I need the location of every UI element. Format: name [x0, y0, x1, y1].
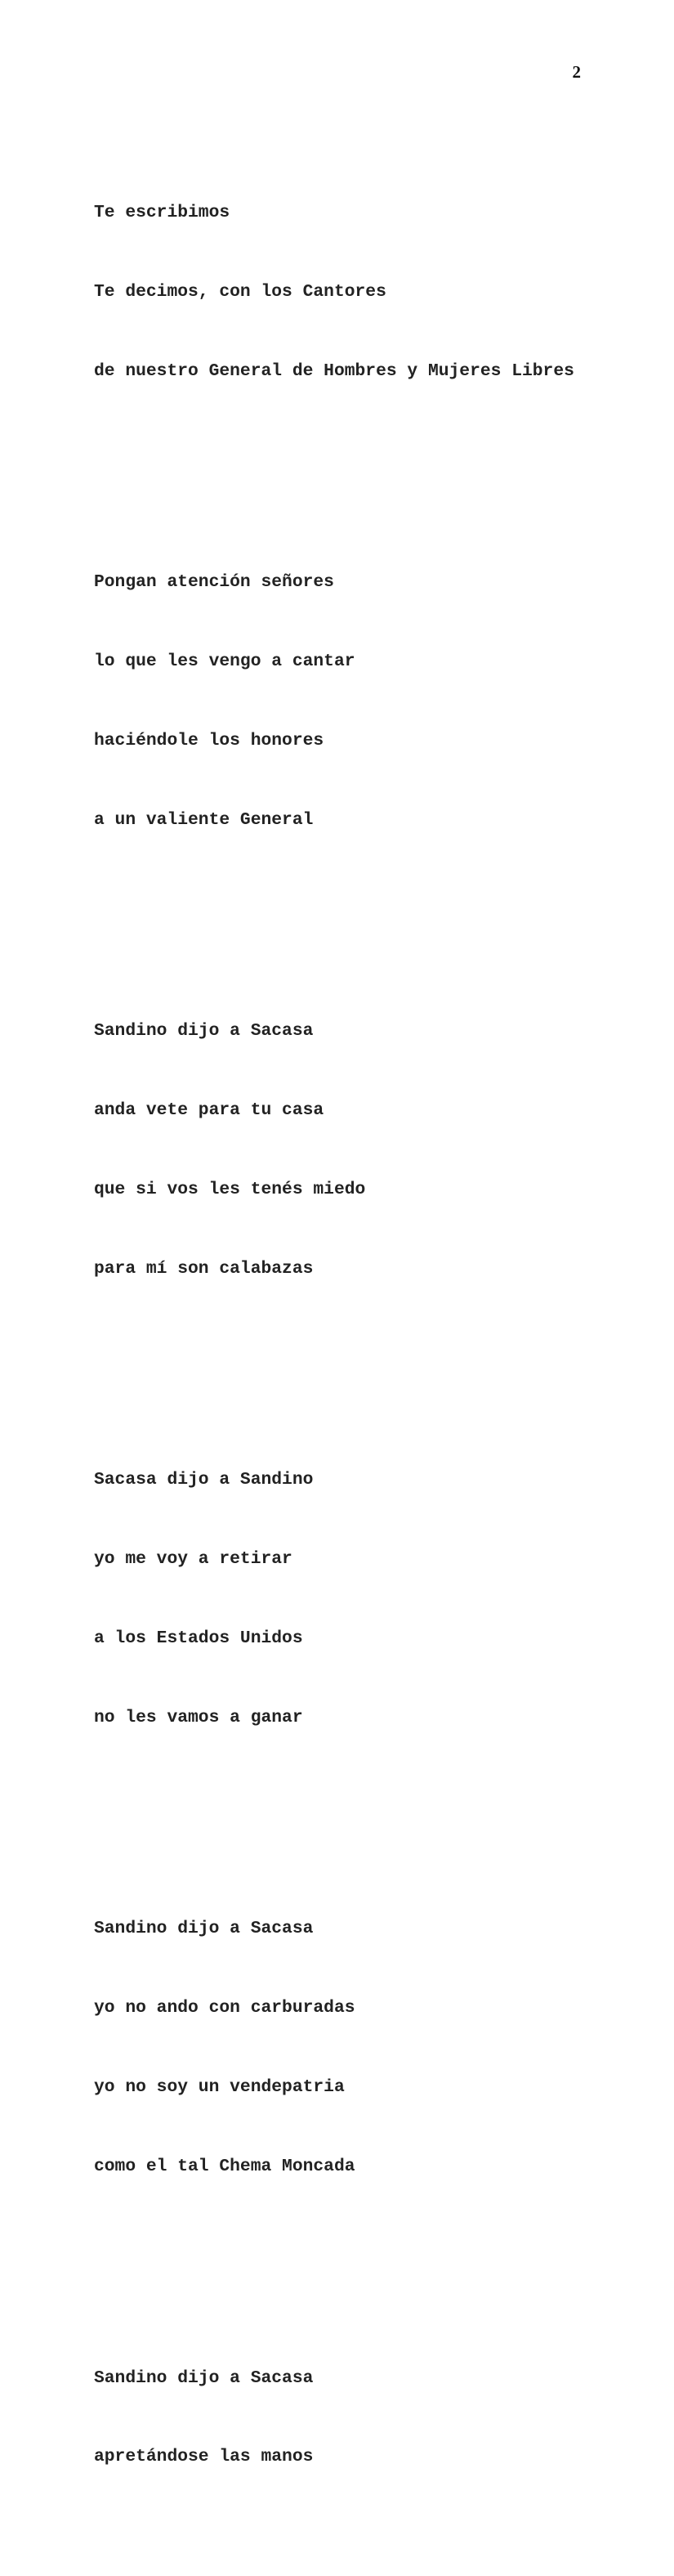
stanza	[94, 517, 574, 886]
poem-line: apretándose las manos	[94, 2447, 314, 2467]
poem-line: a un valiente General	[94, 810, 314, 831]
poem-line: Pongan atención señores	[94, 572, 334, 593]
poem-line: para mí son calabazas	[94, 1259, 314, 1279]
stanza	[94, 2312, 574, 2523]
poem-line: yo no soy un vendepatria	[94, 2077, 345, 2098]
poem-line: a los Estados Unidos	[94, 1628, 303, 1649]
poem-line: anda vete para tu casa	[94, 1100, 324, 1121]
page-number: 2	[572, 62, 581, 82]
poem-line: yo no ando con carburadas	[94, 1998, 355, 2018]
stanza	[94, 1863, 574, 2233]
stanza	[94, 147, 574, 437]
poem-line: lo que les vengo a cantar	[94, 652, 355, 672]
poem-line: Te escribimos	[94, 203, 230, 223]
poem-line: Sacasa dijo a Sandino	[94, 1470, 314, 1490]
poem-line: de nuestro General de Hombres y Mujeres Libres	[94, 361, 574, 381]
poem-line: Sandino dijo a Sacasa	[94, 1919, 314, 1939]
poem-line: Te decimos, con los Cantores	[94, 282, 386, 302]
stanza	[94, 965, 574, 1335]
poem-line: yo me voy a retirar	[94, 1549, 292, 1570]
poem-line: haciéndole los honores	[94, 731, 324, 751]
poem-body	[94, 94, 574, 2576]
poem-line: no les vamos a ganar	[94, 1708, 303, 1728]
poem-line: que si vos les tenés miedo	[94, 1180, 366, 1200]
poem-line: Sandino dijo a Sacasa	[94, 1021, 314, 1042]
poem-line: Sandino dijo a Sacasa	[94, 2368, 314, 2388]
stanza	[94, 1414, 574, 1784]
poem-line: como el tal Chema Moncada	[94, 2157, 355, 2177]
